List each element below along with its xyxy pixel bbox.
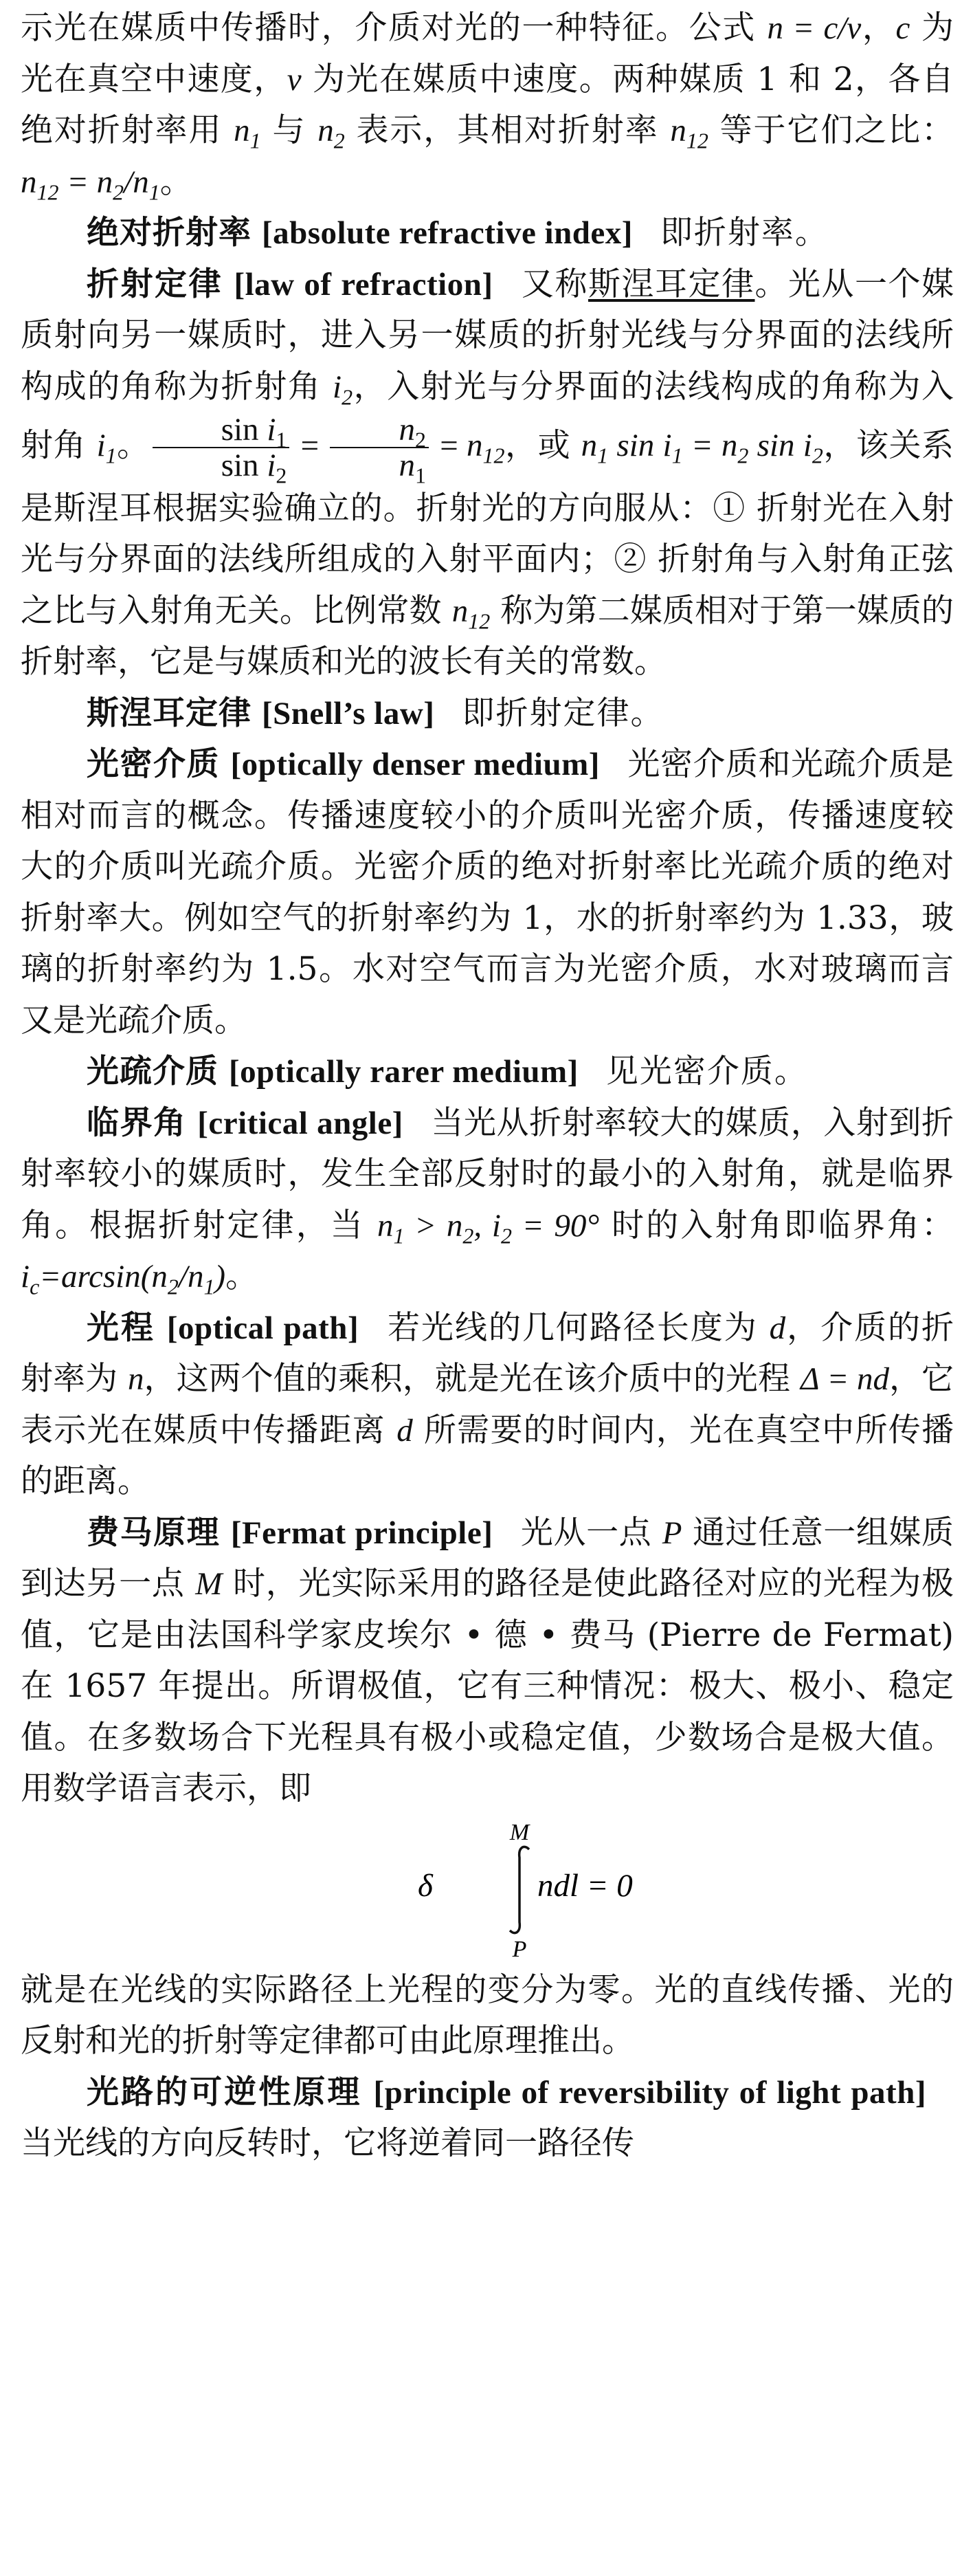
text: 。光从一个媒质射向另一媒质时，进入另一媒质的折射光线与分界面的法线所构成的角称为折射角 bbox=[21, 265, 954, 406]
formula-i1: $i_1$ bbox=[96, 428, 117, 468]
delta-symbol: δ bbox=[418, 1867, 433, 1904]
formula-ratio: $n_{12} = n_2/n_1$ bbox=[21, 164, 160, 204]
text: 又称 bbox=[520, 265, 588, 303]
formula: n = c/v bbox=[767, 10, 862, 46]
entry-body: 即折射率。 bbox=[660, 214, 829, 252]
entry-term: 斯涅耳定律 bbox=[87, 694, 251, 732]
entry-term: 临界角 bbox=[87, 1103, 187, 1142]
text: ， bbox=[861, 9, 896, 47]
entry-optically-rarer-medium bbox=[21, 1046, 954, 1098]
intro-paragraph bbox=[21, 3, 954, 208]
fermat-principle-continuation bbox=[21, 1965, 954, 2067]
entry-english: [Snell’s law] bbox=[261, 695, 435, 731]
formula-i2: $i_2$ bbox=[333, 368, 353, 409]
text: ，这两个值的乘积，就是光在该介质中的光程 bbox=[144, 1360, 801, 1398]
text: 为光在真空中速度， bbox=[21, 9, 954, 98]
entry-english: [Fermat principle] bbox=[230, 1515, 493, 1551]
text: 时的入射角即临界角： bbox=[599, 1206, 954, 1244]
entry-english: [principle of reversibility of light path] bbox=[373, 2074, 926, 2111]
entry-body: 当光线的方向反转时，它将逆着同一路径传 bbox=[21, 2124, 634, 2163]
formula-condition: $n_1 > n_2$, $i_2 = 90^\circ$ bbox=[377, 1207, 600, 1248]
text: ，介质的折射率为 bbox=[21, 1308, 954, 1398]
entry-optically-denser-medium bbox=[21, 739, 954, 1046]
text: ，入射光与分界面的法线构成的角称为入射角 bbox=[21, 367, 954, 465]
text: 。 bbox=[159, 162, 192, 201]
entry-english: [optically rarer medium] bbox=[228, 1054, 579, 1090]
upper-limit: M bbox=[509, 1819, 530, 1845]
entry-english: [law of refraction] bbox=[234, 266, 493, 302]
entry-term: 光程 bbox=[87, 1308, 155, 1347]
formula: d bbox=[396, 1412, 413, 1449]
text: 若光线的几何路径长度为 bbox=[386, 1308, 770, 1347]
formula-n1: $n_1$ bbox=[234, 113, 261, 153]
formula: Δ = nd bbox=[800, 1361, 889, 1398]
entry-law-of-refraction: 折射定律 [law of refraction] 又称斯涅耳定律。光从一个媒质射向另一媒质时，进入另一媒质的折射光线与分界面的法线所构成的角称为折射角 $i_2$，入射光与分界面的法线构成的角称为入射角 $i_1$。 $\frac{\sin i_1}{\sin i_2}$ = $\frac{n_2}{n_1}$ = $n_{12}$，或 $n_1$ $\sin i_1 = n_2$ $\sin i_2$，该关系是斯涅耳根据实验确立的。折射光的方向服从：① 折射光在入射光与分界面的法线所组成的入射平面内；② 折射角与入射角正弦之比与入射角无关。比例常数 $n_{12}$ 称为第二媒质相对于第一媒质的折射率，它是与媒质和光的波长有关的常数。 bbox=[21, 265, 954, 681]
text: 。 bbox=[116, 426, 150, 465]
entry-term: 光路的可逆性原理 bbox=[87, 2073, 362, 2111]
text: 光从一点 bbox=[520, 1513, 662, 1552]
entry-body: 即折射定律。 bbox=[462, 694, 664, 732]
lower-limit: P bbox=[512, 1936, 527, 1962]
formula: c bbox=[895, 10, 910, 46]
text: 当光从折射率较大的媒质，入射到折射率较小的媒质时，发生全部反射时的最小的入射角，就是临界角。根据折射定律，当 bbox=[21, 1103, 954, 1244]
entry-snell-law bbox=[21, 688, 954, 740]
formula-critical: $i_c=\arcsin(n_2/n_1)$ bbox=[21, 1259, 226, 1299]
entry-english: [absolute refractive index] bbox=[261, 215, 633, 251]
formula: v bbox=[287, 61, 302, 98]
text: ，它表示光在媒质中传播距离 bbox=[21, 1360, 954, 1449]
formula-n12: $n_{12}$ bbox=[467, 428, 505, 468]
text: 与 bbox=[260, 111, 318, 149]
text: 为光在媒质中速度。两种媒质 1 和 2，各自绝对折射率用 bbox=[21, 60, 954, 149]
formula: P bbox=[662, 1515, 682, 1551]
entry-fermat-principle bbox=[21, 1508, 954, 1815]
entry-term: 绝对折射率 bbox=[87, 214, 251, 252]
entry-body: 见光密介质。 bbox=[605, 1053, 808, 1091]
entry-body: 光密介质和光疏介质是相对而言的概念。传播速度较小的介质叫光密介质，传播速度较大的介质叫光疏介质。光密介质的绝对折射率比光疏介质的绝对折射率大。例如空气的折射率约为 1，水的折射率约为 1.33，玻璃的折射率约为 1.5。水对空气而言为光密介质，水对玻璃而言又是光疏介质。 bbox=[21, 745, 954, 1039]
text: 时，光实际采用的路径是使此路径对应的光程为极值，它是由法国科学家皮埃尔 • 德 • 费马 (Pierre de Fermat) 在 1657 年提出。所谓极值，它有三种情况：极大、极小、稳定值。在多数场合下光程具有极小或稳定值，少数场合是极大值。用数学语言表示，即 bbox=[21, 1565, 954, 1808]
integrand: ndl = 0 bbox=[537, 1867, 633, 1904]
text: 通过任意一组媒质到达另一点 bbox=[21, 1513, 954, 1603]
entry-optical-path bbox=[21, 1303, 954, 1508]
entry-english: [optical path] bbox=[166, 1310, 359, 1346]
entry-term: 光疏介质 bbox=[87, 1053, 219, 1091]
integral-formula bbox=[416, 1819, 633, 1962]
fraction-sin: $\frac{\sin i_1}{\sin i_2}$ bbox=[153, 412, 290, 483]
formula-n12: $n_{12}$ bbox=[670, 113, 708, 153]
fraction-n: $\frac{n_2}{n_1}$ bbox=[330, 412, 428, 483]
text: ，该关系是斯涅耳根据实验确立的。折射光的方向服从：① 折射光在入射光与分界面的法线所组成的入射平面内；② 折射角与入射角正弦之比与入射角无关。比例常数 bbox=[21, 426, 954, 630]
text: ，或 bbox=[504, 426, 581, 465]
entry-term: 光密介质 bbox=[87, 745, 221, 784]
entry-reversibility-principle bbox=[21, 2067, 954, 2170]
text: 所需要的时间内，光在真空中所传播的距离。 bbox=[21, 1411, 954, 1501]
entry-english: [critical angle] bbox=[197, 1105, 403, 1141]
formula-n12: $n_{12}$ bbox=[451, 593, 491, 634]
entry-absolute-refractive-index bbox=[21, 208, 954, 259]
integral-sign bbox=[510, 1847, 529, 1933]
entry-english: [optically denser medium] bbox=[230, 747, 600, 783]
text: 表示，其相对折射率 bbox=[344, 111, 671, 149]
entry-critical-angle bbox=[21, 1098, 954, 1303]
entry-term: 折射定律 bbox=[87, 265, 223, 303]
text: 称为第二媒质相对于第一媒质的折射率，它是与媒质和光的波长有关的常数。 bbox=[21, 591, 954, 681]
formula: M bbox=[195, 1566, 223, 1603]
formula: d bbox=[769, 1310, 786, 1346]
fermat-integral-equation bbox=[21, 1815, 954, 1965]
formula: n bbox=[128, 1361, 144, 1398]
text: 。 bbox=[225, 1257, 258, 1296]
formula-snell: $n_1$ $\sin i_1 = n_2$ $\sin i_2$ bbox=[581, 428, 823, 468]
text: 示光在媒质中传播时，介质对光的一种特征。公式 bbox=[21, 9, 768, 47]
text: 等于它们之比： bbox=[708, 111, 954, 149]
text: 就是在光线的实际路径上光程的变分为零。光的直线传播、光的反射和光的折射等定律都可由此原理推出。 bbox=[21, 1970, 954, 2060]
cross-reference-link[interactable]: 斯涅耳定律 bbox=[588, 265, 755, 303]
entry-term: 费马原理 bbox=[87, 1513, 221, 1552]
formula-n2: $n_2$ bbox=[317, 113, 345, 153]
